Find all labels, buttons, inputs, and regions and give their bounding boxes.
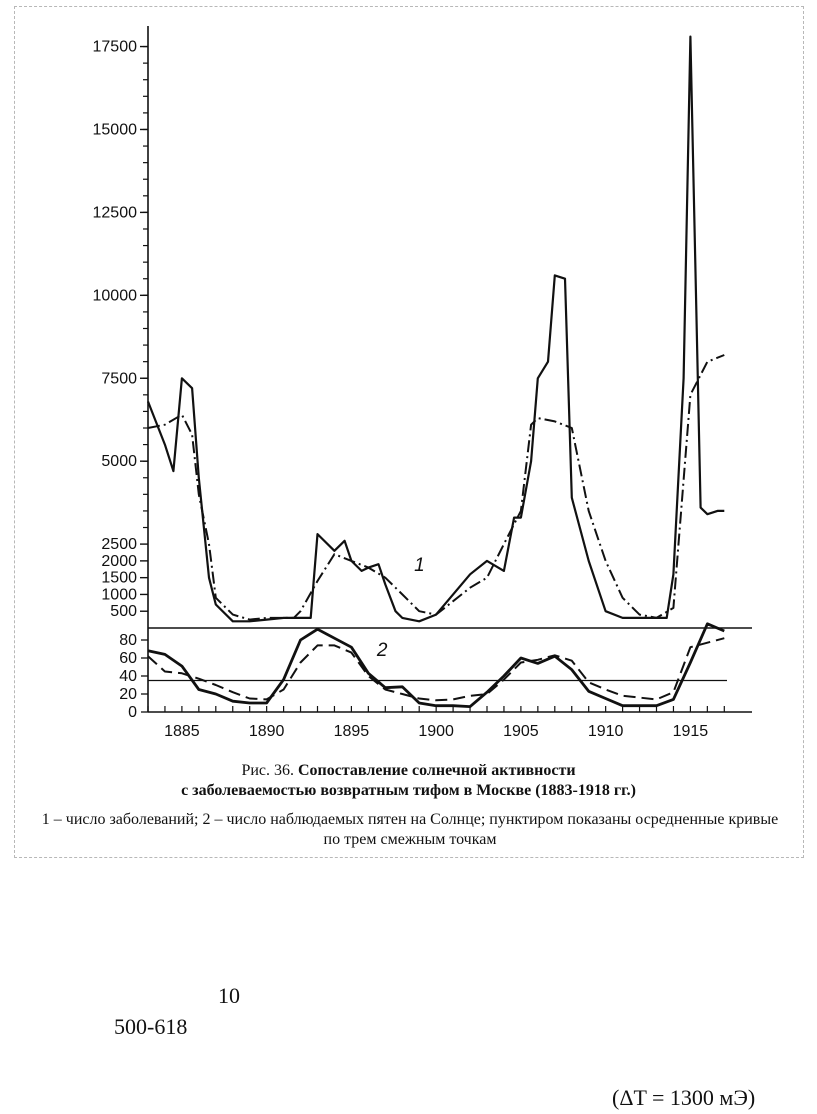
upper-y-tick-label: 12500 — [92, 204, 137, 222]
lower-y-tick-label: 80 — [119, 632, 137, 649]
x-tick-label: 1895 — [333, 723, 370, 740]
incidence-line — [148, 37, 724, 622]
x-tick-label: 1885 — [164, 723, 200, 740]
figure-title: Сопоставление солнечной активности — [298, 762, 576, 779]
sunspot-line — [148, 624, 724, 707]
series-marker-1: 1 — [414, 554, 425, 576]
x-tick-label: 1915 — [672, 723, 709, 740]
series-marker-2: 2 — [376, 640, 388, 662]
stray-number: 10 — [218, 983, 240, 1008]
upper-y-tick-label: 2000 — [101, 552, 137, 570]
upper-y-tick-label: 17500 — [92, 38, 137, 56]
x-tick-label: 1890 — [248, 723, 285, 740]
upper-y-tick-label: 1500 — [101, 569, 137, 587]
x-tick-label: 1905 — [503, 723, 539, 740]
stray-delta: (ΔT = 1300 мЭ) — [612, 1085, 756, 1110]
lower-y-tick-label: 20 — [119, 686, 137, 703]
figure-caption-line2: с заболеваемостью возвратным тифом в Москве (1883-1918 гг.) — [181, 782, 636, 799]
lower-y-tick-label: 0 — [128, 704, 137, 721]
upper-y-tick-label: 10000 — [92, 287, 137, 305]
upper-y-tick-label: 7500 — [101, 370, 137, 388]
x-tick-label: 1900 — [418, 723, 454, 740]
upper-y-tick-label: 1000 — [101, 586, 137, 604]
upper-axes — [140, 26, 752, 628]
sunspot-avg-line — [148, 638, 724, 700]
stray-range: 500-618 — [114, 1014, 188, 1039]
label-layer — [93, 39, 709, 740]
lower-y-tick-label: 60 — [119, 650, 137, 667]
figure-number: Рис. 36. — [241, 762, 298, 779]
figure-legend-text: 1 – число заболеваний; 2 – число наблюдаемых пятен на Солнце; пунктиром показаны осредненные кривые по трем смежным точкам — [41, 811, 779, 848]
figure-caption-line1 — [0, 761, 817, 781]
upper-y-tick-label: 15000 — [92, 121, 137, 139]
incidence-avg-line — [148, 355, 724, 620]
upper-y-tick-label: 5000 — [101, 453, 137, 471]
lower-y-tick-label: 40 — [119, 668, 137, 685]
upper-y-tick-label: 2500 — [101, 536, 137, 554]
upper-y-tick-label: 500 — [110, 603, 137, 621]
x-tick-label: 1910 — [587, 723, 624, 740]
series-layer — [148, 37, 724, 707]
